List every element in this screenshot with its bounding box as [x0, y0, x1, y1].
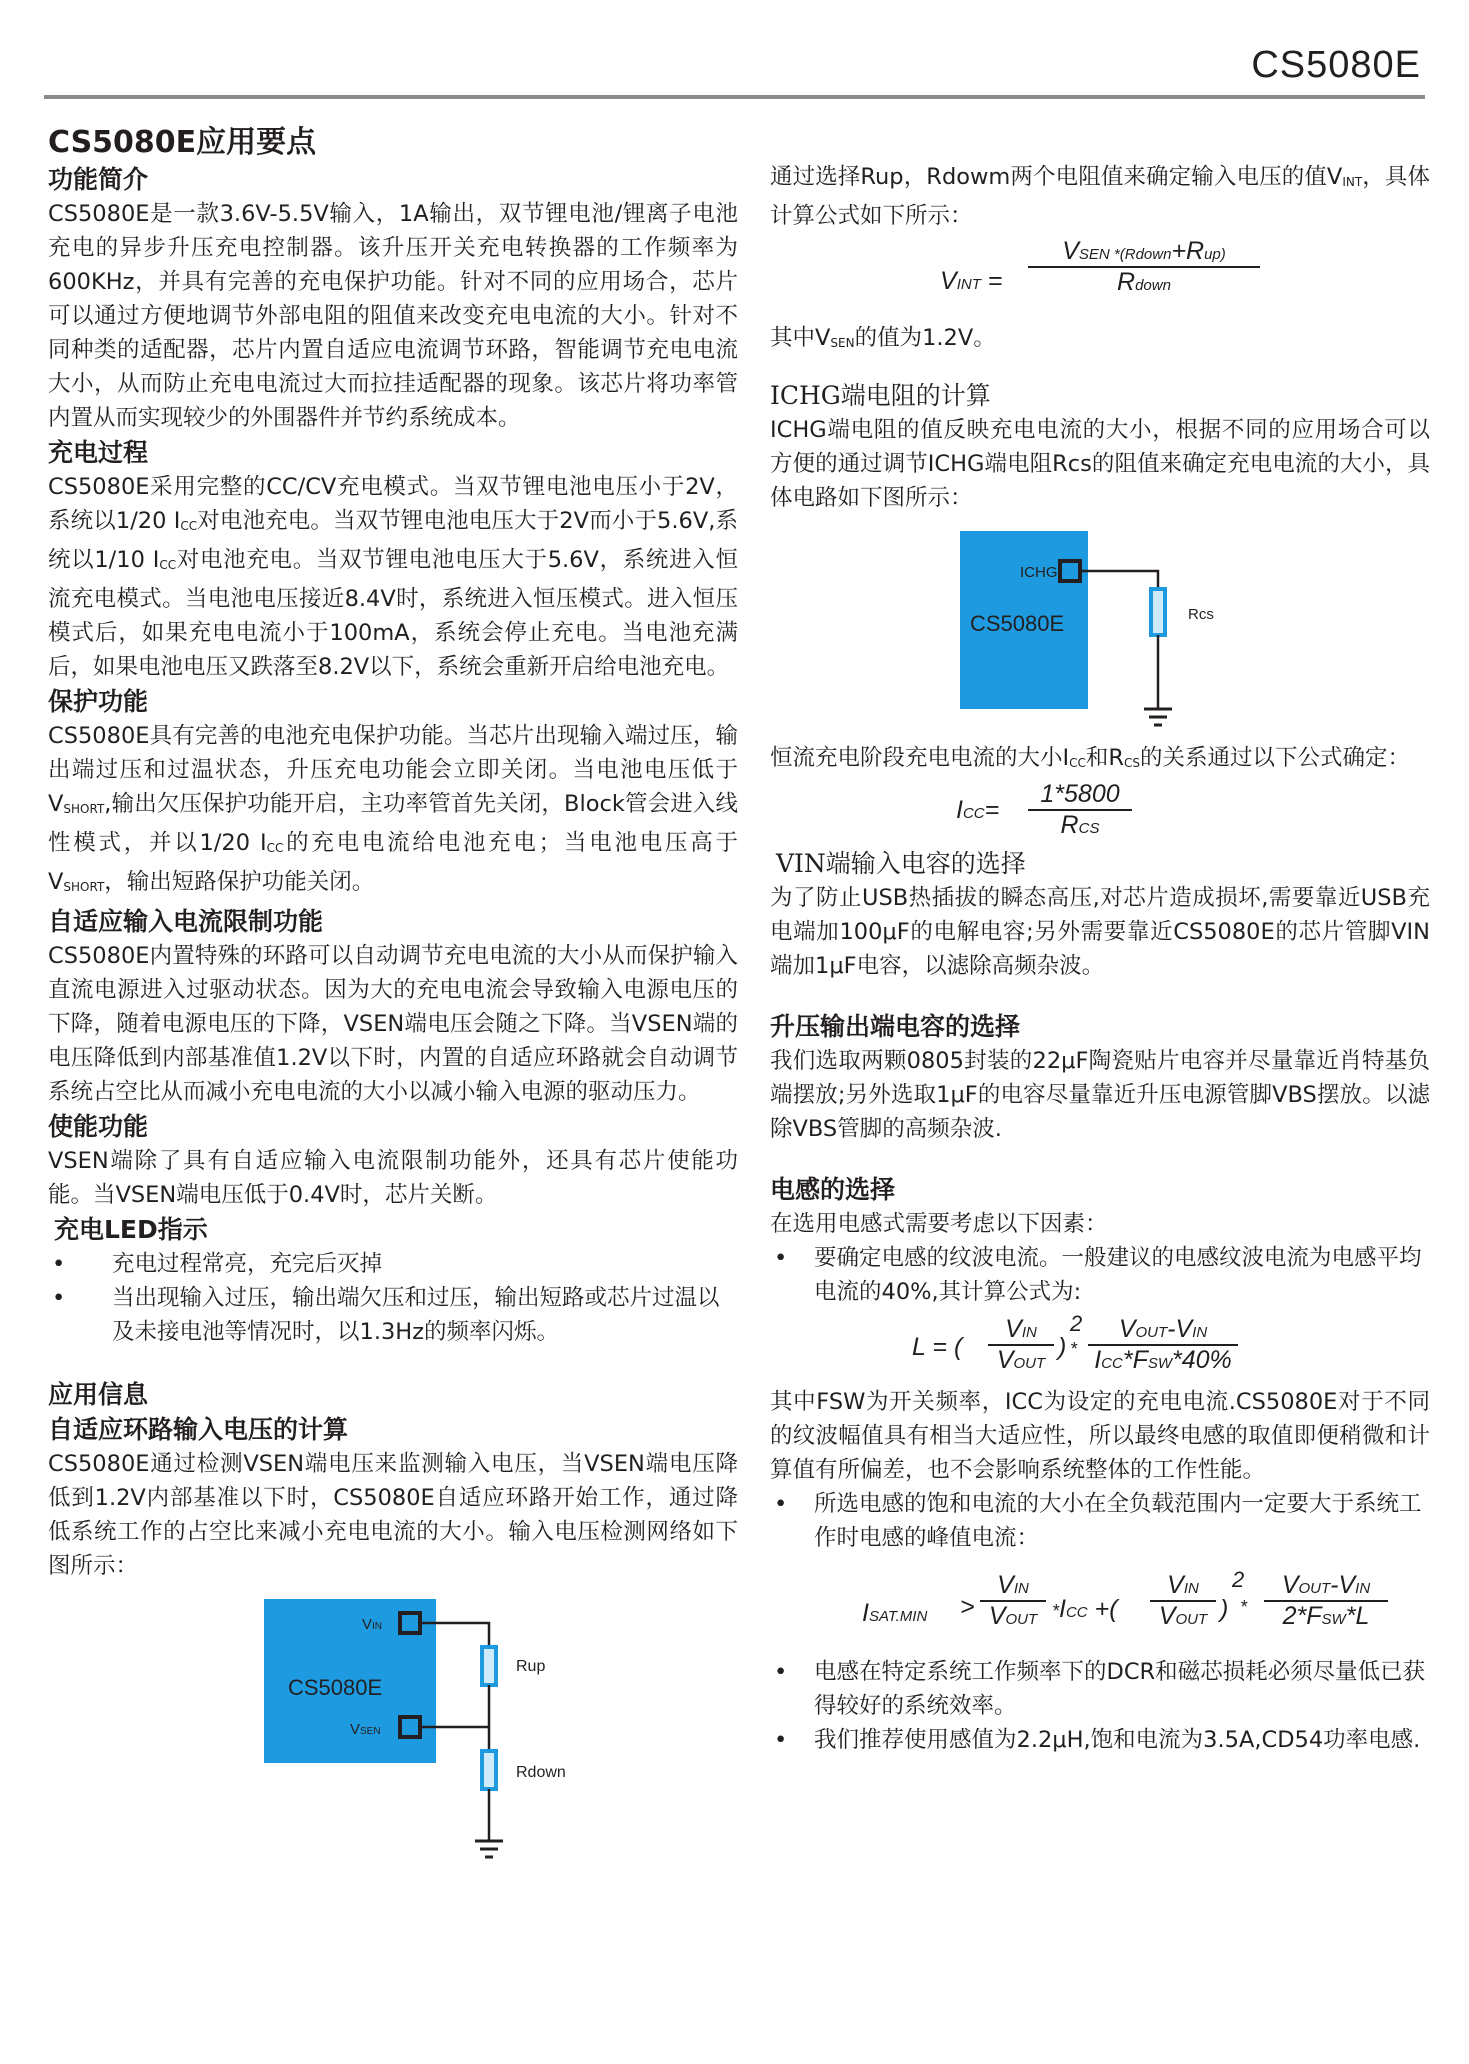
- vsen-divider-diagram: [48, 1589, 738, 1867]
- list-item: • 要确定电感的纹波电流。一般建议的电感纹波电流为电感平均电流的40%,其计算公式为:: [774, 1245, 1422, 1305]
- app-heading: 应用信息: [48, 1380, 149, 1409]
- ichg-heading: ICHG端电阻的计算: [770, 381, 991, 410]
- list-item: • 所选电感的饱和电流的大小在全负载范围内一定要大于系统工作时电感的峰值电流：: [774, 1491, 1422, 1551]
- ground-icon: [1144, 709, 1172, 725]
- left-column: [48, 124, 738, 1867]
- ground-icon: [475, 1841, 503, 1857]
- wire: [1080, 571, 1158, 589]
- ichg-diagram: [770, 521, 1430, 741]
- vin-pin: [400, 1613, 420, 1633]
- list-item: • 电感在特定系统工作频率下的DCR和磁芯损耗必须尽量低已获得较好的系统效率。: [774, 1659, 1426, 1719]
- charge-heading: 充电过程: [48, 438, 149, 467]
- vsen-note: 其中VSEN的值为1.2V。: [770, 325, 996, 351]
- enable-text: VSEN端除了具有自适应输入电流限制功能外，还具有芯片使能功能。当VSEN端电压低于0.4V时，芯片关断。: [48, 1148, 738, 1208]
- adaptive-text: CS5080E内置特殊的环路可以自动调节充电电流的大小从而保护输入直流电源进入过驱动状态。因为大的充电电流会导致输入电源电压的下降，随着电源电压的下降，VSEN端电压会随之下降。当VSEN端的电压降低到内部基准值1.2V以下时，内置的自适应环路就会自动调节系统占空比从而减小充电电流的大小以减小输入电源的驱动压力。: [48, 943, 738, 1105]
- led-heading: 充电LED指示: [54, 1215, 208, 1244]
- ichg-relation-text: 恒流充电阶段充电电流的大小ICC和RCS的关系通过以下公式确定：: [770, 745, 1411, 771]
- vin-cap-heading: VIN端输入电容的选择: [776, 849, 1026, 878]
- ichg-text: ICHG端电阻的值反映充电电流的大小，根据不同的应用场合可以方便的通过调节ICHG端电阻Rcs的阻值来确定充电电流的大小，具体电路如下图所示：: [770, 417, 1430, 511]
- rdown-label: Rdown: [516, 1764, 566, 1781]
- list-item: • 当出现输入过压，输出端欠压和过压，输出短路或芯片过温以及未接电池等情况时，以1.3Hz的频率闪烁。: [52, 1285, 720, 1345]
- chip-label: CS5080E: [288, 1675, 383, 1700]
- protect-heading: 保护功能: [48, 687, 149, 716]
- adaptive-heading: 自适应输入电流限制功能: [48, 907, 324, 936]
- app-subheading: 自适应环路输入电压的计算: [48, 1415, 349, 1444]
- chip-label: CS5080E: [970, 611, 1065, 636]
- inductor-formula: L = ( VIN VOUT ) 2 * VOUT-VIN ICC*FSW*40%: [770, 1309, 1430, 1385]
- ichg-pin: [1060, 561, 1080, 581]
- resistor-rdown: [482, 1751, 496, 1789]
- vin-cap-text: 为了防止USB热插拔的瞬态高压,对芯片造成损坏,需要靠近USB充电端加100μF的电解电容;另外需要靠近CS5080E的芯片管脚VIN端加1μF电容，以滤除高频杂波。: [770, 885, 1430, 979]
- inductor-intro: 在选用电感式需要考虑以下因素：: [770, 1211, 1108, 1237]
- charge-text: CS5080E采用完整的CC/CV充电模式。当双节锂电池电压小于2V，系统以1/20 ICC对电池充电。当双节锂电池电压大于2V而小于5.6V,系统以1/10 ICC对电池充电。当双节锂电池电压大于5.6V，系统进入恒流充电模式。当电池电压接近8.4V时，系统进入恒压模式。进入恒压模式后，如果充电电流小于100mA，系统会停止充电。当电池充满后，如果电池电压又跌落至8.2V以下，系统会重新开启给电池充电。: [48, 474, 738, 680]
- list-item: • 充电过程常亮，充完后灭掉: [52, 1251, 383, 1277]
- intro-heading: 功能简介: [48, 165, 149, 194]
- enable-heading: 使能功能: [48, 1112, 149, 1141]
- icc-formula: ICC= 1*5800 RCS: [770, 780, 1430, 846]
- pin-label-vsen: VSEN: [350, 1721, 381, 1738]
- doc-header-title: CS5080E: [1251, 44, 1421, 86]
- inductor-text: 其中FSW为开关频率，ICC为设定的充电电流.CS5080E对于不同的纹波幅值具有相当大适应性，所以最终电感的取值即便稍微和计算值有所偏差，也不会影响系统整体的工作性能。: [770, 1389, 1430, 1483]
- resistor-rup: [482, 1647, 496, 1685]
- list-item: • 我们推荐使用感值为2.2μH,饱和电流为3.5A,CD54功率电感.: [774, 1727, 1421, 1753]
- isat-formula: ISAT.MIN > VIN VOUT *ICC +( VIN VOUT ) 2 * VOUT-VIN 2*FSW*L: [770, 1555, 1430, 1655]
- vsen-pin: [400, 1717, 420, 1737]
- pin-label-vin: VIN: [362, 1616, 383, 1633]
- right-column: [770, 160, 1430, 1757]
- icc-fraction: 1*5800 RCS: [1028, 780, 1132, 840]
- rcs-label: Rcs: [1188, 606, 1214, 623]
- inductor-heading: 电感的选择: [770, 1175, 896, 1204]
- pin-label-ichg: ICHG: [1020, 564, 1058, 581]
- boost-cap-heading: 升压输出端电容的选择: [770, 1012, 1021, 1041]
- protect-text: CS5080E具有完善的电池充电保护功能。当芯片出现输入端过压，输出端过压和过温状态，升压充电功能会立即关闭。当电池电压低于VSHORT,输出欠压保护功能开启，主功率管首先关闭，Block管会进入线性模式，并以1/20 ICC的充电电流给电池充电；当电池电压高于VSHORT，输出短路保护功能关闭。: [48, 723, 738, 895]
- vin-calc-text: 通过选择Rup，Rdowm两个电阻值来确定输入电压的值VINT，具体计算公式如下所示：: [770, 164, 1430, 229]
- intro-text: CS5080E是一款3.6V-5.5V输入，1A输出，双节锂电池/锂离子电池充电的异步升压充电控制器。该升压开关充电转换器的工作频率为600KHz，并具有完善的充电保护功能。针对不同的应用场合，芯片可以通过方便地调节外部电阻的阻值来改变充电电流的大小。针对不同种类的适配器，芯片内置自适应电流调节环路，智能调节充电电流大小，从而防止充电电流过大而拉挂适配器的现象。该芯片将功率管内置从而实现较少的外围器件并节约系统成本。: [48, 201, 738, 431]
- resistor-rcs: [1151, 589, 1165, 635]
- header-rule: [44, 95, 1425, 99]
- vint-formula: VINT = VSEN *(Rdown+Rup) Rdown: [770, 233, 1430, 321]
- rup-label: Rup: [516, 1658, 546, 1675]
- app-text: CS5080E通过检测VSEN端电压来监测输入电压，当VSEN端电压降低到1.2V内部基准以下时，CS5080E自适应环路开始工作，通过降低系统工作的占空比来减小充电电流的大小。输入电压检测网络如下图所示：: [48, 1451, 738, 1579]
- boost-cap-text: 我们选取两颗0805封装的22μF陶瓷贴片电容并尽量靠近肖特基负端摆放;另外选取1μF的电容尽量靠近升压电源管脚VBS摆放。以滤除VBS管脚的高频杂波.: [770, 1048, 1430, 1142]
- section-title: CS5080E应用要点: [48, 125, 317, 160]
